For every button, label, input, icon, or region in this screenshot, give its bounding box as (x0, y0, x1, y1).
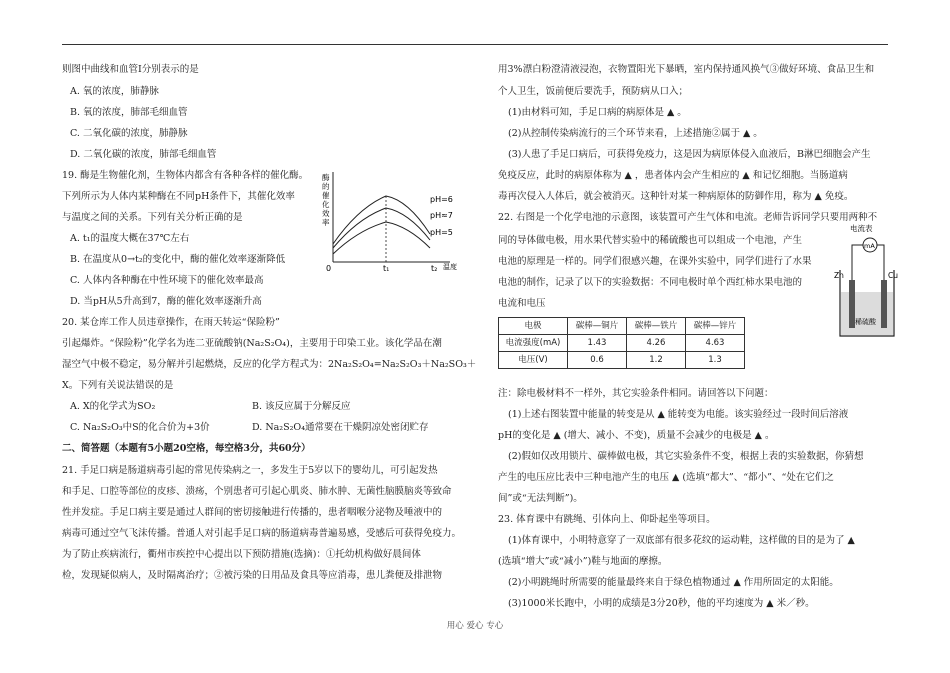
text-line: 与温度之间的关系。下列有关分析正确的是 (62, 212, 243, 223)
right-electrode-label: Cu (888, 271, 898, 280)
series-label-ph7: pH≈7 (430, 211, 453, 220)
table-cell: 电流强度(mA) (499, 335, 568, 352)
left-electrode-label: Zn (834, 271, 844, 280)
x-tick-t2: t₂ (431, 264, 438, 272)
electrode-table (498, 317, 745, 369)
text-line: 性并发症。手足口病主要是通过人群间的密切接触进行传播的，患者咽喉分泌物及唾液中的 (62, 507, 443, 518)
text-line: 病毒可通过空气飞沫传播。普通人对引起手足口病的肠道病毒普遍易感，受感后可获得免疫力。 (62, 528, 462, 539)
curve-ph5 (333, 222, 430, 254)
section-heading: 二、简答题（本题有5小题20空格，每空格3分，共60分） (62, 443, 311, 454)
table-row (499, 335, 745, 352)
table-cell: 0.6 (568, 352, 627, 369)
text-line: 毒再次侵入人体后，就会被消灭。这种针对某一种病原体的防御作用，称为 ▲ 免疫。 (498, 191, 854, 202)
option-d: D. 二氧化碳的浓度，肺部毛细血管 (70, 149, 217, 160)
table-header: 碳棒—铜片 (568, 318, 627, 335)
y-axis-label-char: 的 (322, 182, 330, 191)
text-line: 湿空气中极不稳定，易分解并引起燃烧，反应的化学方程式为：2Na₂S₂O₄=Na₂S₂O₃＋Na₂SO₃＋ (62, 359, 477, 370)
question-19: 19. 酶是生物催化剂，生物体内都含有各种各样的催化酶。 (62, 170, 309, 181)
y-axis-label-char: 催 (322, 191, 330, 200)
text-line: 则图中曲线和血管Ⅰ分别表示的是 (62, 64, 199, 75)
x-tick-t1: t₁ (383, 264, 390, 272)
option-d: D. 当pH从5升高到7，酶的催化效率逐渐升高 (70, 296, 262, 307)
question-22: 22. 右图是一个化学电池的示意图，该装置可产生气体和电流。老师告诉同学只要用两种不 (498, 212, 878, 223)
text-line: 用3%漂白粉澄清液浸泡，衣物置阳光下暴晒，室内保持通风换气③做好环境、食品卫生和 (498, 64, 875, 75)
sub-question-1: (1)上述右图装置中能量的转变是从 ▲ 能转变为电能。该实验经过一段时间后溶液 (508, 409, 849, 420)
sub-question-1: (1)体育课中，小明特意穿了一双底部有很多花纹的运动鞋，这样做的目的是为了 ▲ (508, 535, 855, 546)
option-c: C. 人体内各种酶在中性环境下的催化效率最高 (70, 275, 264, 286)
liquid-label: 稀硫酸 (855, 318, 876, 326)
text-line: 个人卫生，饭前便后要洗手，预防病从口入； (498, 86, 689, 97)
meter-symbol: mA (864, 242, 875, 250)
text-line: 下列所示为人体内某种酶在不同pH条件下，其催化效率 (62, 191, 295, 202)
text-line: X。下列有关说法错误的是 (62, 380, 174, 391)
wire-right (877, 245, 884, 282)
text-line: 检，发现疑似病人，及时隔离治疗；②被污染的日用品及食具等应消毒，患儿粪便及排泄物 (62, 570, 443, 581)
sub-question-3: (3)人患了手足口病后，可获得免疫力，这是因为病原体侵入血液后，B淋巴细胞会产生 (508, 149, 871, 160)
table-row (499, 352, 745, 369)
series-label-ph6: pH=6 (430, 195, 453, 204)
note-line: 注：除电极材料不一样外，其它实验条件相同。请回答以下问题： (498, 388, 774, 399)
table-header: 电极 (499, 318, 568, 335)
text-line: 产生的电压应比表中三种电池产生的电压 ▲ (选填“都大”、“都小”、“处在它们之 (498, 472, 834, 483)
table-cell: 4.63 (686, 335, 745, 352)
option-d: D. Na₂S₂O₄通常要在干燥阴凉处密闭贮存 (252, 422, 429, 433)
option-b: B. 氧的浓度，肺部毛细血管 (70, 107, 188, 118)
top-rule (62, 44, 888, 45)
enzyme-chart (318, 168, 468, 272)
text-line: 间”或“无法判断”)。 (498, 493, 583, 504)
question-20: 20. 某仓库工作人员违章操作，在雨天转运“保险粉” (62, 317, 280, 328)
text-line: 电流和电压 (498, 298, 546, 309)
option-c: C. 二氧化碳的浓度，肺静脉 (70, 128, 188, 139)
text-line: 同的导体做电极，用水果代替实验中的稀硫酸也可以组成一个电池，产生 (498, 235, 803, 246)
wire-left (852, 245, 863, 282)
option-a: A. 氧的浓度，肺静脉 (70, 86, 159, 97)
option-a: A. t₁的温度大概在37℃左右 (70, 233, 190, 244)
origin-label: 0 (326, 264, 332, 272)
sub-question-1: (1)由材料可知，手足口病的病原体是 ▲ 。 (508, 107, 687, 118)
option-b: B. 在温度从0→t₂的变化中，酶的催化效率逐渐降低 (70, 254, 286, 265)
sub-question-3: (3)1000米长跑中，小明的成绩是3分20秒，他的平均速度为 ▲ 米／秒。 (508, 598, 815, 609)
sub-question-2: (2)从控制传染病流行的三个环节来看，上述措施②属于 ▲ 。 (508, 128, 763, 139)
option-a: A. X的化学式为SO₂ (70, 401, 156, 412)
sub-question-2: (2)假如仅改用锁片、碳棒做电极，其它实验条件不变，根据上表的实验数据，你猜想 (508, 451, 864, 462)
text-line: 引起爆炸。“保险粉”化学名为连二亚硫酸钠(Na₂S₂O₄)，主要用于印染工业。该化学品在潮 (62, 338, 442, 349)
text-line: 免疫反应，此时的病原体称为 ▲ ，患者体内会产生相应的 ▲ 和记忆细胞。当肠道病 (498, 170, 848, 181)
text-line: pH的变化是 ▲ (增大、减小、不变)，质量不会减少的电极是 ▲ 。 (498, 430, 775, 441)
y-axis-label (322, 172, 330, 227)
x-axis-label: 温度 (443, 263, 457, 271)
sub-question-2: (2)小明跳绳时所需要的能量最终来自于绿色植物通过 ▲ 作用所固定的太阳能。 (508, 577, 839, 588)
y-axis-label-char: 化 (322, 200, 330, 209)
question-23: 23. 体育课中有跳绳、引体向上、仰卧起坐等项目。 (498, 514, 716, 525)
question-21: 21. 手足口病是肠道病毒引起的常见传染病之一，多发生于5岁以下的婴幼儿，可引起发热 (62, 465, 438, 476)
text-line: 为了防止疾病流行，衢州市疾控中心提出以下预防措施(选摘)：①托幼机构做好晨间体 (62, 549, 421, 560)
table-header: 碳棒—铁片 (627, 318, 686, 335)
table-cell: 1.43 (568, 335, 627, 352)
cu-electrode (881, 280, 887, 328)
meter-label: 电流表 (850, 224, 873, 233)
table-header-row (499, 318, 745, 335)
battery-diagram (830, 222, 900, 340)
series-label-ph5: pH=5 (430, 228, 453, 237)
text-line: 电池的原理是一样的。同学们很感兴趣，在课外实验中，同学们进行了水果 (498, 256, 812, 267)
curve-ph6 (333, 196, 430, 244)
table-cell: 1.3 (686, 352, 745, 369)
y-axis-label-char: 率 (322, 218, 330, 227)
page-footer: 用心 爱心 专心 (446, 621, 504, 631)
text-line: 和手足、口腔等部位的皮疹、溃疡，个别患者可引起心肌炎、肺水肿、无菌性脑膜脑炎等致命 (62, 486, 452, 497)
text-line: 电池的制作，记录了以下的实验数据：不同电极时单个西红柿水果电池的 (498, 277, 803, 288)
y-axis-label-char: 效 (322, 209, 330, 218)
option-c: C. Na₂S₂O₃中S的化合价为+3价 (70, 422, 210, 433)
table-header: 碳棒—锌片 (686, 318, 745, 335)
text-line: (选填“增大”或“减小”)鞋与地面的摩擦。 (498, 556, 668, 567)
table-cell: 1.2 (627, 352, 686, 369)
table-cell: 4.26 (627, 335, 686, 352)
option-b: B. 该反应属于分解反应 (252, 401, 351, 412)
table-cell: 电压(V) (499, 352, 568, 369)
y-axis-label-char: 酶 (322, 173, 330, 182)
